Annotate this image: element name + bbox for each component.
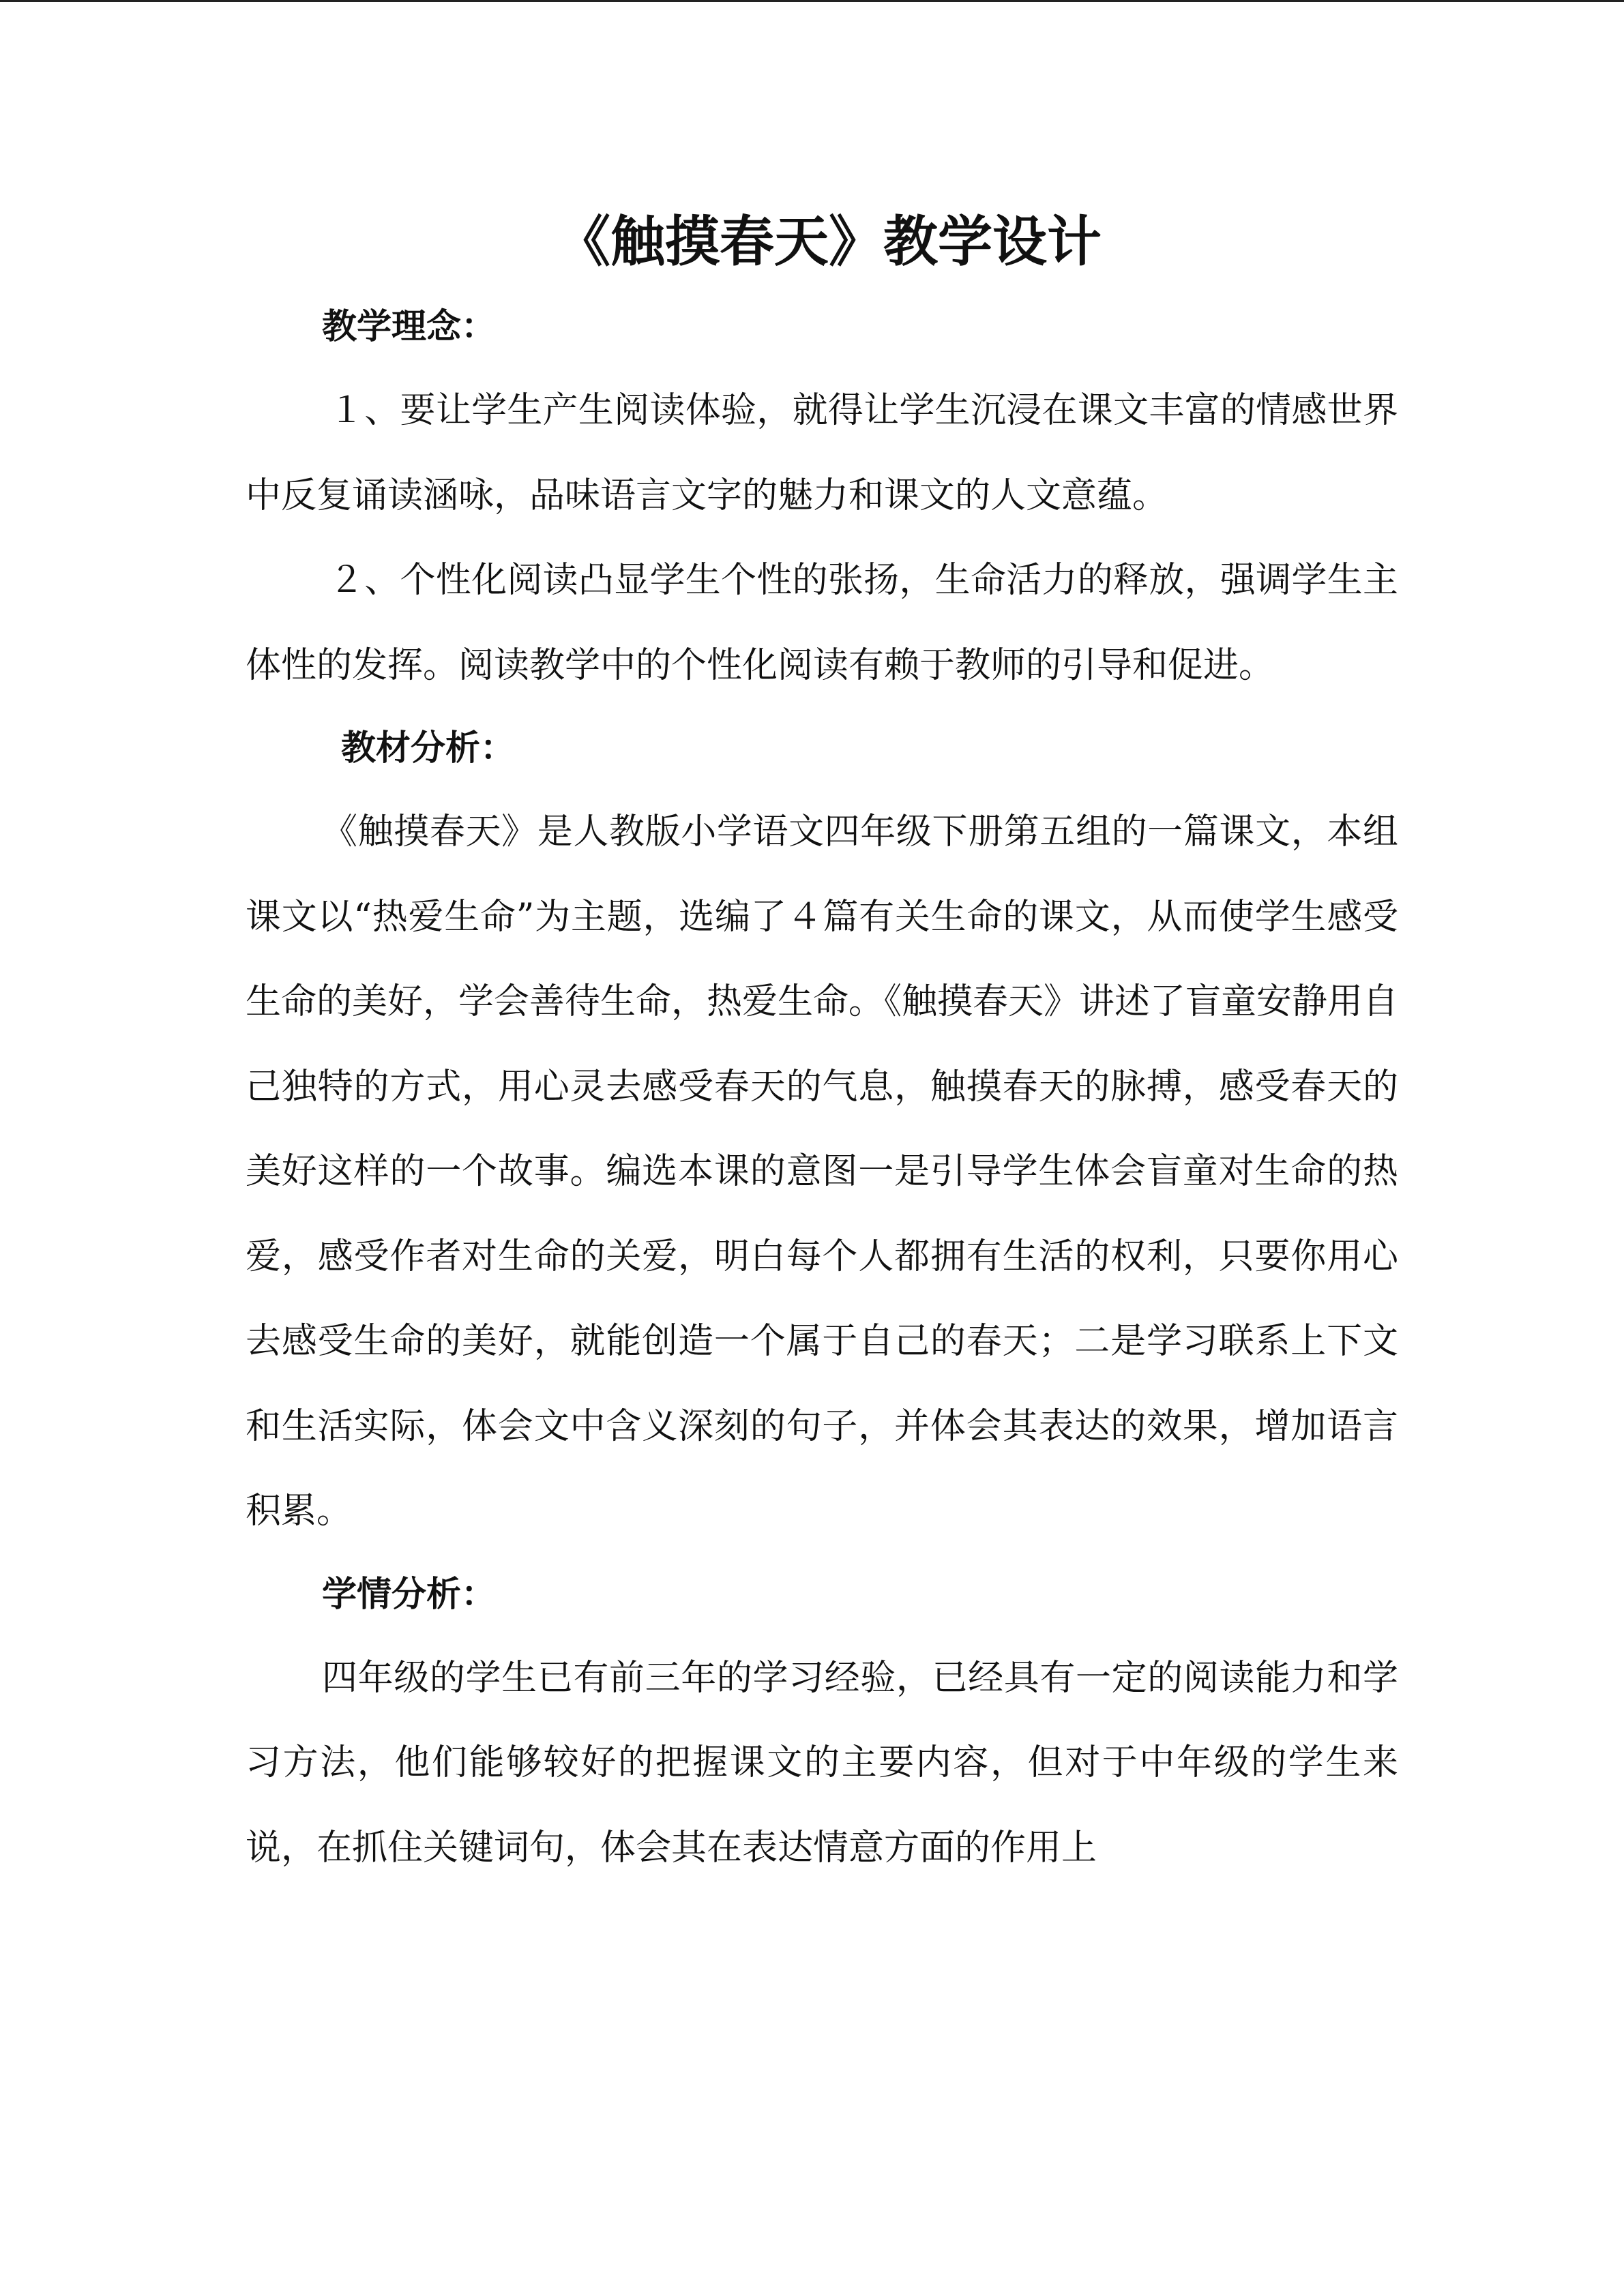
teaching-idea-item-1: １、要让学生产生阅读体验，就得让学生沉浸在课文丰富的情感世界中反复诵读涵咏，品味语言文字的魅力和课文的人文意蕴。 (246, 390, 1398, 516)
learner-analysis-paragraph: 四年级的学生已有前三年的学习经验，已经具有一定的阅读能力和学习方法，他们能够较好的把握课文的主要内容，但对于中年级的学生来说，在抓住关键词句，体会其在表达情意方面的作用上 (246, 1657, 1398, 1868)
teaching-idea-item-2: ２、个性化阅读凸显学生个性的张扬，生命活力的释放，强调学生主体性的发挥。阅读教学中的个性化阅读有赖于教师的引导和促进。 (246, 560, 1398, 686)
document-page (246, 198, 1398, 1890)
text-analysis-heading: 教材分析： (341, 728, 516, 769)
learner-analysis-heading: 学情分析： (322, 1574, 497, 1615)
teaching-ideas-heading: 教学理念： (322, 307, 497, 347)
teaching-ideas-section (246, 286, 1398, 708)
text-analysis-paragraph: 《触摸春天》是人教版小学语文四年级下册第五组的一篇课文，本组课文以“热爱生命”为主题，选编了４篇有关生命的课文，从而使学生感受生命的美好，学会善待生命，热爱生命。《触摸春天》讲述了盲童安静用自己独特的方式，用心灵去感受春天的气息，触摸春天的脉搏，感受春天的美好这样的一个故事。编选本课的意图一是引导学生体会盲童对生命的热爱，感受作者对生命的关爱，明白每个人都拥有生活的权利，只要你用心去感受生命的美好，就能创造一个属于自己的春天；二是学习联系上下文和生活实际，体会文中含义深刻的句子，并体会其表达的效果，增加语言积累。 (246, 811, 1399, 1532)
document-title: 《触摸春天》教学设计 (556, 210, 1102, 273)
page-top-border (0, 0, 1624, 2)
learner-analysis-section (246, 1554, 1398, 1891)
text-analysis-section (246, 708, 1398, 1554)
